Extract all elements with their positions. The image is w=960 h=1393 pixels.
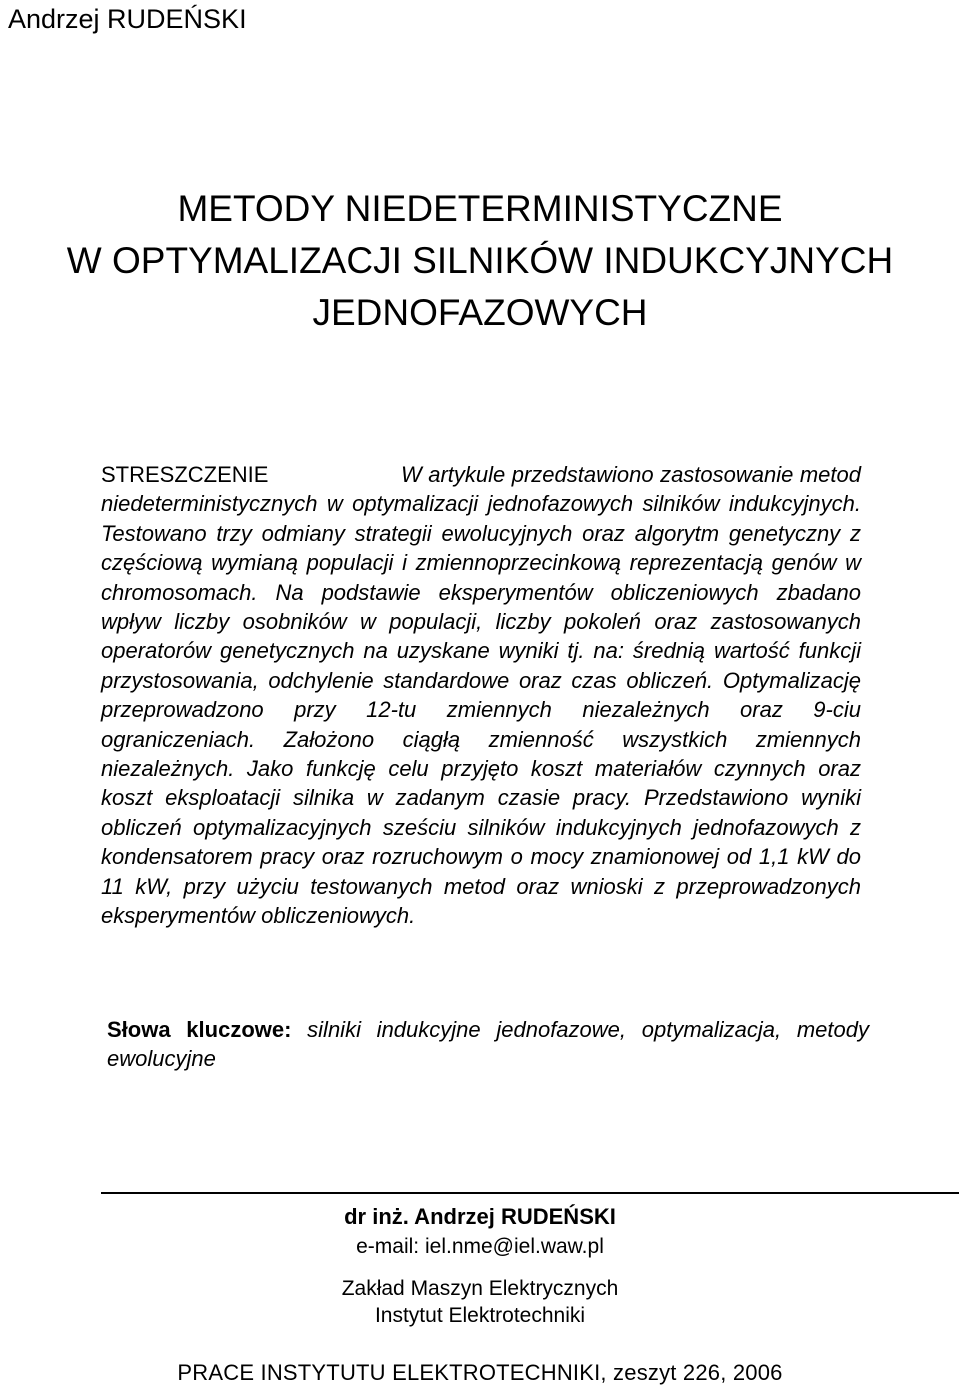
abstract-text: W artykule przedstawiono zastosowanie metod niedeterministycznych w optymalizacji jednofazowych silników indukcyjnych. Testowano trzy odmiany strategii ewolucyjnych oraz algorytm genetyczny z częściową wymianą populacji i zmiennoprzecinkową reprezentacją genów w chromosomach. Na podstawie eksperymentów obliczeniowych zbadano wpływ liczby osobników w populacji, liczby pokoleń oraz zastosowanych operatorów genetycznych na uzyskane wyniki tj. na: średnią wartość funkcji przystosowania, odchylenie standardowe oraz czas obliczeń. Optymalizację przeprowadzono przy 12-tu zmiennych niezależnych oraz 9-ciu ograniczeniach. Założono ciągłą zmienność wszystkich zmiennych niezależnych. Jako funkcję celu przyjęto koszt materiałów czynnych oraz koszt eksploatacji silnika w zadanym czasie pracy. Przedstawiono wyniki obliczeń optymalizacyjnych sześciu silników indukcyjnych jednofazowych z kondensatorem pracy oraz rozruchowym o mocy znamionowej od 1,1 kW do 11 kW, przy użyciu testowanych metod oraz wnioski z przeprowadzonych eksperymentów obliczeniowych.	[101, 462, 861, 929]
journal-citation: PRACE INSTYTUTU ELEKTROTECHNIKI, zeszyt 226, 2006	[177, 1360, 783, 1385]
department: Zakład Maszyn Elektrycznych	[341, 1277, 619, 1300]
keywords-label: Słowa kluczowe:	[107, 1017, 292, 1042]
keywords	[107, 1015, 869, 1073]
abstract-heading: STRESZCZENIE	[101, 462, 269, 487]
abstract	[101, 460, 861, 931]
institute: Instytut Elektrotechniki	[374, 1304, 586, 1327]
author-header: Andrzej RUDEŃSKI	[8, 4, 247, 34]
author-name: dr inż. Andrzej RUDEŃSKI	[344, 1204, 616, 1229]
paper-title	[0, 183, 960, 339]
affiliation	[0, 1201, 960, 1329]
title-line-1: METODY NIEDETERMINISTYCZNE	[177, 188, 783, 229]
author-email: e-mail: iel.nme@iel.waw.pl	[356, 1235, 604, 1258]
title-line-2: W OPTYMALIZACJI SILNIKÓW INDUKCYJNYCH	[66, 240, 894, 281]
divider	[101, 1192, 959, 1194]
title-line-3: JEDNOFAZOWYCH	[312, 292, 648, 333]
keywords-text: silniki indukcyjne jednofazowe, optymalizacja, metody ewolucyjne	[107, 1017, 869, 1071]
